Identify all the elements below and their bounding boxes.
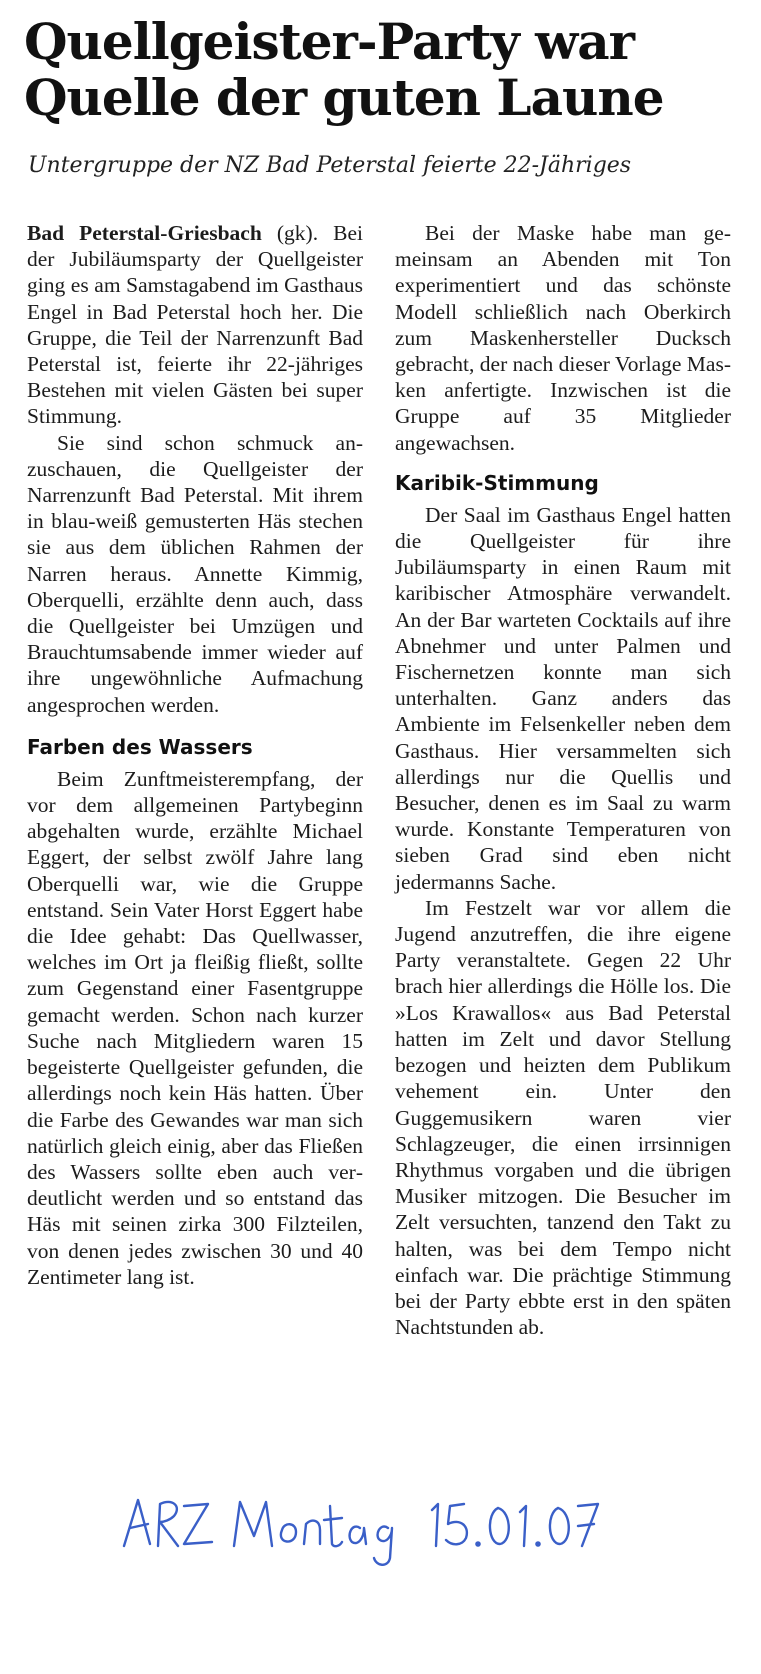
paragraph: Der Saal im Gasthaus Engel hatten die Quellgeister für ihre Jubiläumsparty in einen Raum mit karibischer Atmosphäre verwandelt. An der Bar warteten Cocktails auf ihre Abnehmer und unter Palmen und Fischernetzen konnte man sich unterhalten. Ganz anders das Ambiente im Felsenkeller neben dem Gasthaus. Hier versammelten sich allerdings nur die Quellis und Besucher, denen es im Saal zu warm wurde. Konstante Temperaturen von sieben Grad sind eben nicht jedermanns Sache. [395,502,731,894]
section-heading-farben: Farben des Wassers [27,734,253,759]
headline [24,14,744,126]
handwritten-note [120,1484,600,1570]
paragraph: Sie sind schon schmuck anzuschauen, die Quellgeister der Narrenzunft Bad Peterstal. Mit ihrem in blau-weiß gemusterten Häs stechen sie aus dem üblichen Rahmen der Narren heraus. Annette Kimmig, Oberquelli, erzählte denn auch, dass die Quellgeister bei Umzügen und Brauchtumsabende immer wieder auf ihre ungewöhnliche Aufmachung angesprochen werden. [27,430,363,717]
paragraph-intro-text: (gk). Bei der Jubiläumsparty der Quellgeister ging es am Samstagabend im Gasthaus Engel in Bad Peterstal hoch her. Die Gruppe, die Teil der Narrenzunft Bad Peterstal ist, feierte ihr 22-jähriges Bestehen mit vielen Gästen bei super Stimmung. [27,221,363,429]
paragraph-intro [27,220,363,430]
article-column-right [395,220,731,1340]
handwritten-note-drawing [120,1484,600,1570]
dateline: Bad Peterstal-Griesbach [27,221,262,245]
article-column-left [27,220,363,1290]
headline-line-2: Quelle der guten Laune [24,68,664,127]
headline-line-1: Quellgeister-Party war [24,12,634,71]
paragraph: Beim Zunftmeisterempfang, der vor dem allgemeinen Partybeginn abgehalten wurde, erzählte Michael Eggert, der selbst zwölf Jahre lang Oberquelli war, wie die Gruppe entstand. Sein Vater Horst Eggert habe die Idee gehabt: Das Quellwasser, welches im Ort ja fleißig fließt, sollte zum Gegenstand einer Fasentgruppe gemacht werden. Schon nach kurzer Suche nach Mitgliedern waren 15 begeisterte Quellgeister gefunden, die allerdings noch kein Häs hatten. Über die Farbe des Gewandes war man sich natürlich gleich einig, aber das Fließen des Wassers sollte eben auch verdeutlicht werden und so entstand das Häs mit seinen zirka 300 Filzteilen, von denen jedes zwischen 30 und 40 Zentimeter lang ist. [27,766,363,1289]
paragraph: Bei der Maske habe man gemeinsam an Abenden mit Ton experimentiert und das schönste Modell schließlich nach Oberkirch zum Maskenhersteller Ducksch gebracht, der nach dieser Vorlage Masken anfertigte. Inzwischen ist die Gruppe auf 35 Mitglieder angewachsen. [395,221,731,455]
subheadline: Untergruppe der NZ Bad Peterstal feierte 22-Jähriges [28,153,632,178]
paragraph: Im Festzelt war vor allem die Jugend anzutreffen, die ihre eigene Party veranstaltete. Gegen 22 Uhr brach hier allerdings die Hölle los. Die »Los Krawallos« aus Bad Peterstal hatten im Zelt und davor Stellung bezogen und heizten dem Publikum vehement ein. Unter den Guggemusikern waren vier Schlagzeuger, die einen irrsinnigen Rhythmus vorgaben und die übrigen Musiker mitzogen. Die Besucher im Zelt versuchten, tanzend den Takt zu halten, was bei dem Tempo nicht einfach war. Die prächtige Stimmung bei der Party ebbte erst in den späten Nachtstunden ab. [395,895,731,1340]
section-heading-karibik: Karibik-Stimmung [395,470,599,495]
